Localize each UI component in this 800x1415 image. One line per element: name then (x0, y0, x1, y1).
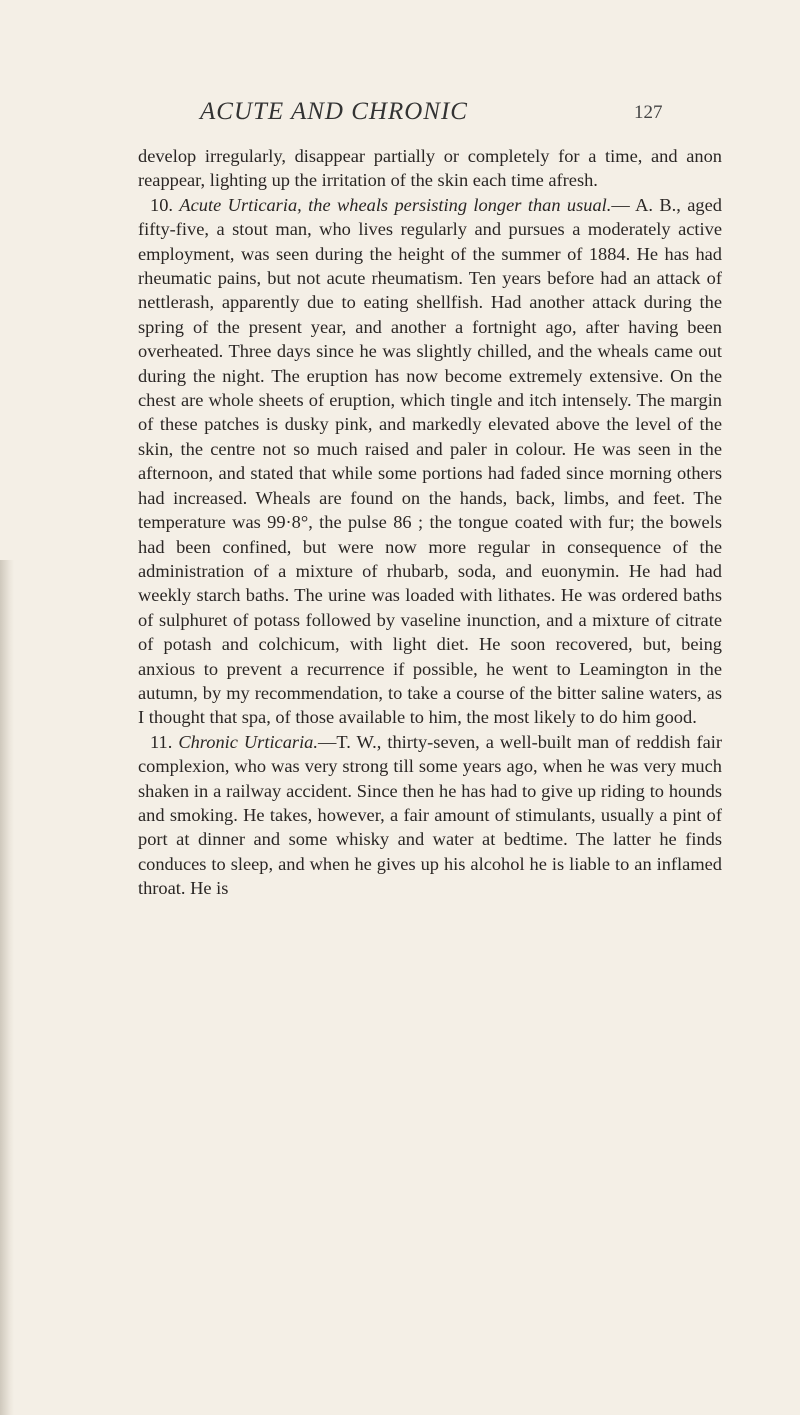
case-heading: Acute Urticaria, the wheals persisting longer than usual. (179, 194, 612, 215)
page-gutter-shadow (0, 560, 14, 1415)
case-paragraph-10 (138, 193, 722, 730)
case-text: — A. B., aged fifty-five, a stout man, who lives regularly and pursues a moderately active employment, was seen during the height of the summer of 1884. He has had rheumatic pains, but not acute rheumatism. Ten years before had an attack of nettlerash, apparently due to eating shellfish. Had another attack during the spring of the present year, and another a fortnight ago, after having been overheated. Three days since he was slightly chilled, and the wheals came out during the night. The eruption has now become extremely extensive. On the chest are whole sheets of eruption, which tingle and itch intensely. The margin of these patches is dusky pink, and markedly elevated above the level of the skin, the centre not so much raised and paler in colour. He was seen in the afternoon, and stated that while some portions had faded since morning others had increased. Wheals are found on the hands, back, limbs, and feet. The temperature was 99·8°, the pulse 86 ; the tongue coated with fur; the bowels had been confined, but were now more regular in consequence of the administration of a mixture of rhubarb, soda, and euonymin. He had had weekly starch baths. The urine was loaded with lithates. He was ordered baths of sulphuret of potass followed by vaseline inunction, and a mixture of citrate of potash and colchicum, with light diet. He soon recovered, but, being anxious to prevent a recurrence if possible, he went to Leamington in the autumn, by my recommendation, to take a course of the bitter saline waters, as I thought that spa, of those available to him, the most likely to do him good. (138, 194, 722, 728)
case-number: 10. (150, 194, 173, 215)
case-number: 11. (150, 731, 173, 752)
running-head: ACUTE AND CHRONIC (200, 98, 468, 125)
case-heading: Chronic Urticaria. (178, 731, 318, 752)
page-header (0, 98, 800, 128)
case-text: —T. W., thirty-seven, a well-built man of reddish fair complexion, who was very strong till some years ago, when he was very much shaken in a railway accident. Since then he has had to give up riding to hounds and smoking. He takes, however, a fair amount of stimulants, usually a pint of port at dinner and some whisky and water at bedtime. The latter he finds conduces to sleep, and when he gives up his alcohol he is liable to an inflamed throat. He is (138, 731, 723, 899)
page-number: 127 (634, 102, 663, 123)
paragraph-continuation: develop irregularly, disappear partially or completely for a time, and anon reappear, lighting up the irritation of the skin each time afresh. (138, 146, 722, 191)
case-paragraph-11 (138, 730, 722, 901)
body-text (138, 144, 722, 901)
